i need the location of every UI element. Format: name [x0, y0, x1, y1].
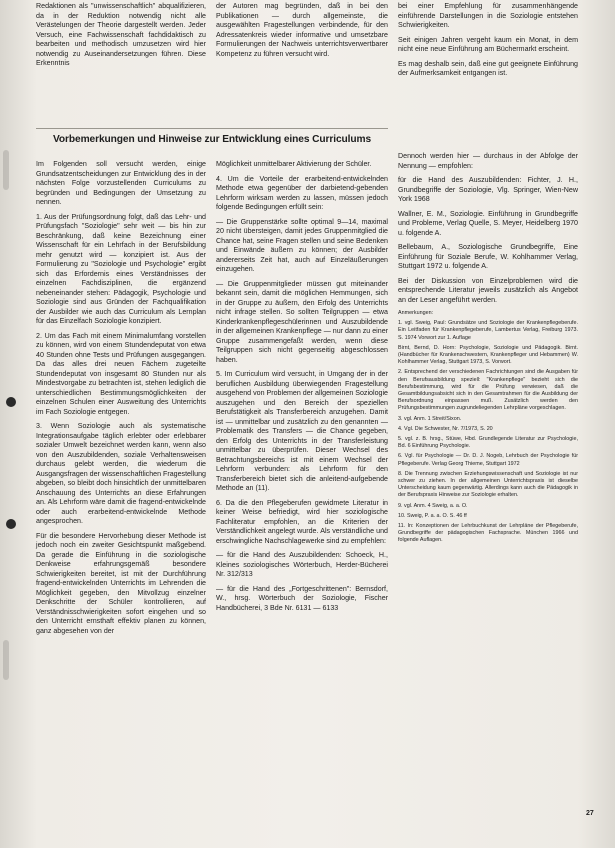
paragraph: Dennoch werden hier — durchaus in der Abfolge der Nennung — empfohlen:: [398, 152, 578, 170]
footnote: 11. In: Konzeptionen der Lehrbuchkunst der Lehrpläne der Pflegeberufe, Grundbegriffe der pädagogischen Fachsprache. München 1966 und folgende Auflagen.: [398, 523, 578, 544]
section-divider: [36, 128, 388, 129]
top-column-middle: [216, 2, 388, 64]
column-middle: [216, 160, 388, 618]
paragraph: 1. Aus der Prüfungsordnung folgt, daß das Lehr- und Prüfungsfach "Soziologie" sehr weit — bis hin zur Beschränkung, daß keine Bezeichnung einer Wissenschaft für ein Lehrfach in der Berufsbildung mehr genutzt wird — konzipiert ist. Aus der Formulierung zu "Soziologie und Psychologie" ergibt sich das Erfordernis eines Verständnisses der einzelnen Fachdisziplinen, die ergänzend nebeneinander stehen: Pädagogik, Psychologie und Soziologie sind aus Gründen der Fachqualifikation der Ausbilder wie auch das Curriculum als Lernplan für das Einzelfach Soziologie konzipiert.: [36, 212, 206, 325]
top-paragraph: Redaktionen als "unwissenschaftlich" abqualifizieren, da in der Reduktion notwendig nicht alle Verästelungen der Theorie dargestellt werden. Jeder Versuch, eine Fachwissenschaft fachdidaktisch zu bearbeiten und methodisch umzusetzen wird hier notwendig zu Auseinandersetzungen führen. Diese Erkenntnis: [36, 2, 206, 67]
paragraph: 3. Wenn Soziologie auch als systematische Integrationsaufgabe täglich erlebter oder erlebbarer sozialer Umwelt bezeichnet werden kann, wenn also von den Auszubildenden, soziale Verhaltensweisen durchaus gelebt werden, die wiederum die Ausgangsfragen der wissenschaftlichen Fragestellung abgeben, so bleibt doch hinsichtlich der unmittelbaren Anschauung des Unterrichts an diese Erfahrungen an. Als Lehrform wäre damit die fragend-entwickelnde oder auch erarbeitend-entwickelnde Methode angesprochen.: [36, 422, 206, 525]
scan-smudge: [3, 150, 9, 190]
footnote: 2. Entsprechend der verschiedenen Fachrichtungen sind die Ausgaben für den Berufsausbildung speziell: "Krankenpflege" bezieht sich die Berufsbestimmung, wird für die Prüfung verwiesen, daß die Gesamtbildungsabsicht sich in den Gesamtrahmen für die Ausbildung der Berufsordnung einpassen muß. Zusätzlich werden den Prüfungsbestimmungen zugrundeliegenden Lehrpläne vorgeschlagen.: [398, 369, 578, 412]
paragraph: Seit einigen Jahren vergeht kaum ein Monat, in dem nicht eine neue Einführung am Büchermarkt erscheint.: [398, 35, 578, 53]
top-column-left: [36, 2, 206, 74]
paragraph: Bei der Diskussion von Einzelproblemen wird die entsprechende Literatur jeweils zusätzlich als Angebot an der Leser angeführt werden.: [398, 276, 578, 304]
column-left: [36, 160, 206, 641]
footnote: 4. Vgl. Die Schwester, Nr. 7/1973, S. 20: [398, 425, 493, 432]
punch-hole: [6, 519, 16, 529]
reference-item: für die Hand des Auszubildenden: Fichter, J. H., Grundbegriffe der Soziologie, Vlg. Springer, Wien-New York 1968: [398, 176, 578, 203]
footnote: 10. Sweig, P. a. a. O. S. 46 ff: [398, 512, 467, 519]
reference-item: Wallner, E. M., Soziologie. Einführung in Grundbegriffe und Probleme, Verlag Quelle, S. Meyer, Heidelberg 1970 u. folgende A.: [398, 209, 578, 237]
column-right: [398, 152, 578, 548]
paragraph: Für die besondere Hervorhebung dieser Methode ist jedoch noch ein zweiter Gesichtspunkt maßgebend. Da gerade die Einführung in die soziologische Denkweise erfahrungsgemäß besondere Schwierigkeiten bereitet, ist mit der Durchführung fragend-entwickelnden Unterrichts im Lehrenden die Möglichkeit gegeben, den Mitvollzug einzelner Denkschritte der Schüler kontrollieren, auf Verständnisschwierigkeiten sofort eingehen und so den Unterricht ernsthaft effektiv planen zu können, ganz abgesehen von der: [36, 531, 206, 635]
footnotes-title: Anmerkungen:: [398, 310, 434, 316]
footnotes: [398, 310, 578, 545]
footnote: Birnt, Bernd, D. Horn: Psychologie, Soziologie und Pädagogik. Birnt. (Handbücher für Krankenschwestern, Krankenpfleger und Hebammen) W. Kohlhammer Verlag, Stuttgart 1973, S. Vorwort.: [398, 344, 578, 366]
footnote: 9. vgl. Anm. 4 Sweig, a. a. O.: [398, 502, 468, 509]
paragraph: 2. Um das Fach mit einem Minimalumfang vorstellen zu können, wird von einem Stundendeputat von etwa 40 Stunden ohne Tests und Prüfungen ausgegangen. Da das alles drei neuen Fächern zugeteilte Stundendeputat von insgesamt 80 Stunden nur als Mindestvorgabe zu betrachten ist, stehen lediglich die unterschiedlichen Bestimmungsmöglichkeiten der einzelnen Schulen einer Ausweitung des Unterrichts im Fach Soziologie entgegen.: [36, 331, 206, 416]
list-item: — Die Gruppenmitglieder müssen gut miteinander bekannt sein, damit die möglichen Hemmungen, sich in der Gruppe zu äußern, den Erfolg des Unterrichts nicht infrage stellen. So sollten Teilgruppen — etwa Kinderkrankenpflegeschülerinnen und Auszubildende in der allgemeinen Krankenpflege — nur dann zu einer Gruppe zusammengefaßt werden, wenn diese Teilgruppen sich nicht gegenseitig abgeschlossen haben.: [216, 279, 388, 364]
paragraph: Im Folgenden soll versucht werden, einige Grundsatzentscheidungen zur Entwicklung des in der nächsten Folge vorzustellenden Curriculums zu begründen und Bedingungen der Umsetzung zu nennen.: [36, 160, 206, 206]
punch-hole: [6, 397, 16, 407]
list-item: — für die Hand des „Fortgeschrittenen": Bernsdorf, W., hrsg. Wörterbuch der Soziologie, Fischer Handbücherei, 3 Bde Nr. 6131 — 6133: [216, 584, 388, 612]
list-item: — für die Hand des Auszubildenden: Schoeck, H., Kleines soziologisches Wörterbuch, Herder-Bücherei Nr. 312/313: [216, 551, 388, 578]
reference-item: Bellebaum, A., Soziologische Grundbegriffe, Eine Einführung für Soziale Berufe, W. Kohlhammer Verlag, Stuttgart 1972 u. folgende A.: [398, 243, 578, 270]
scan-smudge: [3, 640, 9, 680]
footnote: 5. vgl. z. B. hrsg., Stüwe, Hbd. Grundlegende Literatur zur Psychologie, Bd. 6 Einführung Psychologie.: [398, 436, 578, 450]
top-paragraph: der Autoren mag begründen, daß in bei den Publikationen — durch allgemeinste, die ausgewählten Fragestellungen verbindende, für den Adressatenkreis wieder informative und umsetzbare Formulierungen der Nachweis unterrichtsverwertbarer Kompetenz zu führen versucht wird.: [216, 2, 388, 58]
paragraph: 5. Im Curriculum wird versucht, in Umgang der in der beruflichen Ausbildung überwiegenden Fragestellung ausgehend von Problemen der allgemeinen Soziologie auszugehen und den Bereich der speziellen Berufstätigkeit als Transferbereich anzugehen. Damit ist — unmittelbar und zusätzlich zu den genannten — Problematik des Transfers — die Chance gegeben, den Erfolg des Unterrichts in der Transferleistung unmittelbar zu überprüfen. Dieser Wechsel des Betrachtungsbereichs ist mit einem Wechsel der Lehrform verbunden: als Lehrform für den Transferbereich bietet sich die anleitend-aufgebende Methode an (11).: [216, 370, 388, 492]
paragraph: Es mag deshalb sein, daß eine gut geeignete Einführung der Aufmerksamkeit entgangen ist.: [398, 59, 578, 77]
page-number: 27: [586, 810, 594, 817]
footnote: 3. vgl. Anm. 1 Streit/Sixon.: [398, 415, 462, 422]
paragraph: bei einer Empfehlung für zusammenhängende einführende Darstellungen in die Soziologie entstehen Schwierigkeiten.: [398, 2, 578, 29]
paragraph: 4. Um die Vorteile der erarbeitend-entwickelnden Methode etwa gegenüber der darbietend-gebenden Lehrform wirksam werden zu lassen, müssen jedoch folgende Bedingungen erfüllt sein:: [216, 174, 388, 211]
paragraph: Möglichkeit unmittelbarer Aktivierung der Schüler.: [216, 160, 372, 168]
footnote: 6. Vgl. für Psychologie — Dr. D. J. Nogeb, Lehrbuch der Psychologie für Pflegeberufe. Verlag Georg Thieme, Stuttgart 1972: [398, 453, 578, 467]
footnote: 8. Die Trennung zwischen Erziehungswissenschaft und Soziologie ist nur schwer zu ziehen. In der allgemeinen Unterrichtspraxis ist dieselbe Unterscheidung kaum gegenwärtig. Allerdings kann auch die Pädagogik in der Berufspraxis Hinweise zur Soziologie erhalten.: [398, 470, 578, 499]
right-column-top: [398, 2, 578, 84]
footnote: 1. vgl. Sweig, Paul: Grundsätze und Soziologie der Krankenpflegeberufe. Ein Leitfaden für Krankenpflegeberufe, Lambertus Verlag, Freiburg 1973. S. 1974 Vorwort zur 1. Auflage: [398, 320, 578, 341]
list-item: — Die Gruppenstärke sollte optimal 9—14, maximal 20 nicht übersteigen, damit jedes Gruppenmitglied die Chance hat, seine Fragen stellen und seine Bedenken und Einwände äußern zu können; der Ausbilder andererseits Zeit hat, auch auf Einzeläußerungen einzugehen.: [216, 217, 388, 273]
section-heading: Vorbemerkungen und Hinweise zur Entwicklung eines Curriculums: [52, 134, 372, 145]
paragraph: 6. Da die den Pflegeberufen gewidmete Literatur in keiner Weise befriedigt, wird hier soziologische Fachliteratur empfohlen, an die Kriterien der Verständlichkeit angelegt wurde. Als verständliche und erschwingliche Nachschlagewerke sind zu empfehlen:: [216, 498, 388, 545]
